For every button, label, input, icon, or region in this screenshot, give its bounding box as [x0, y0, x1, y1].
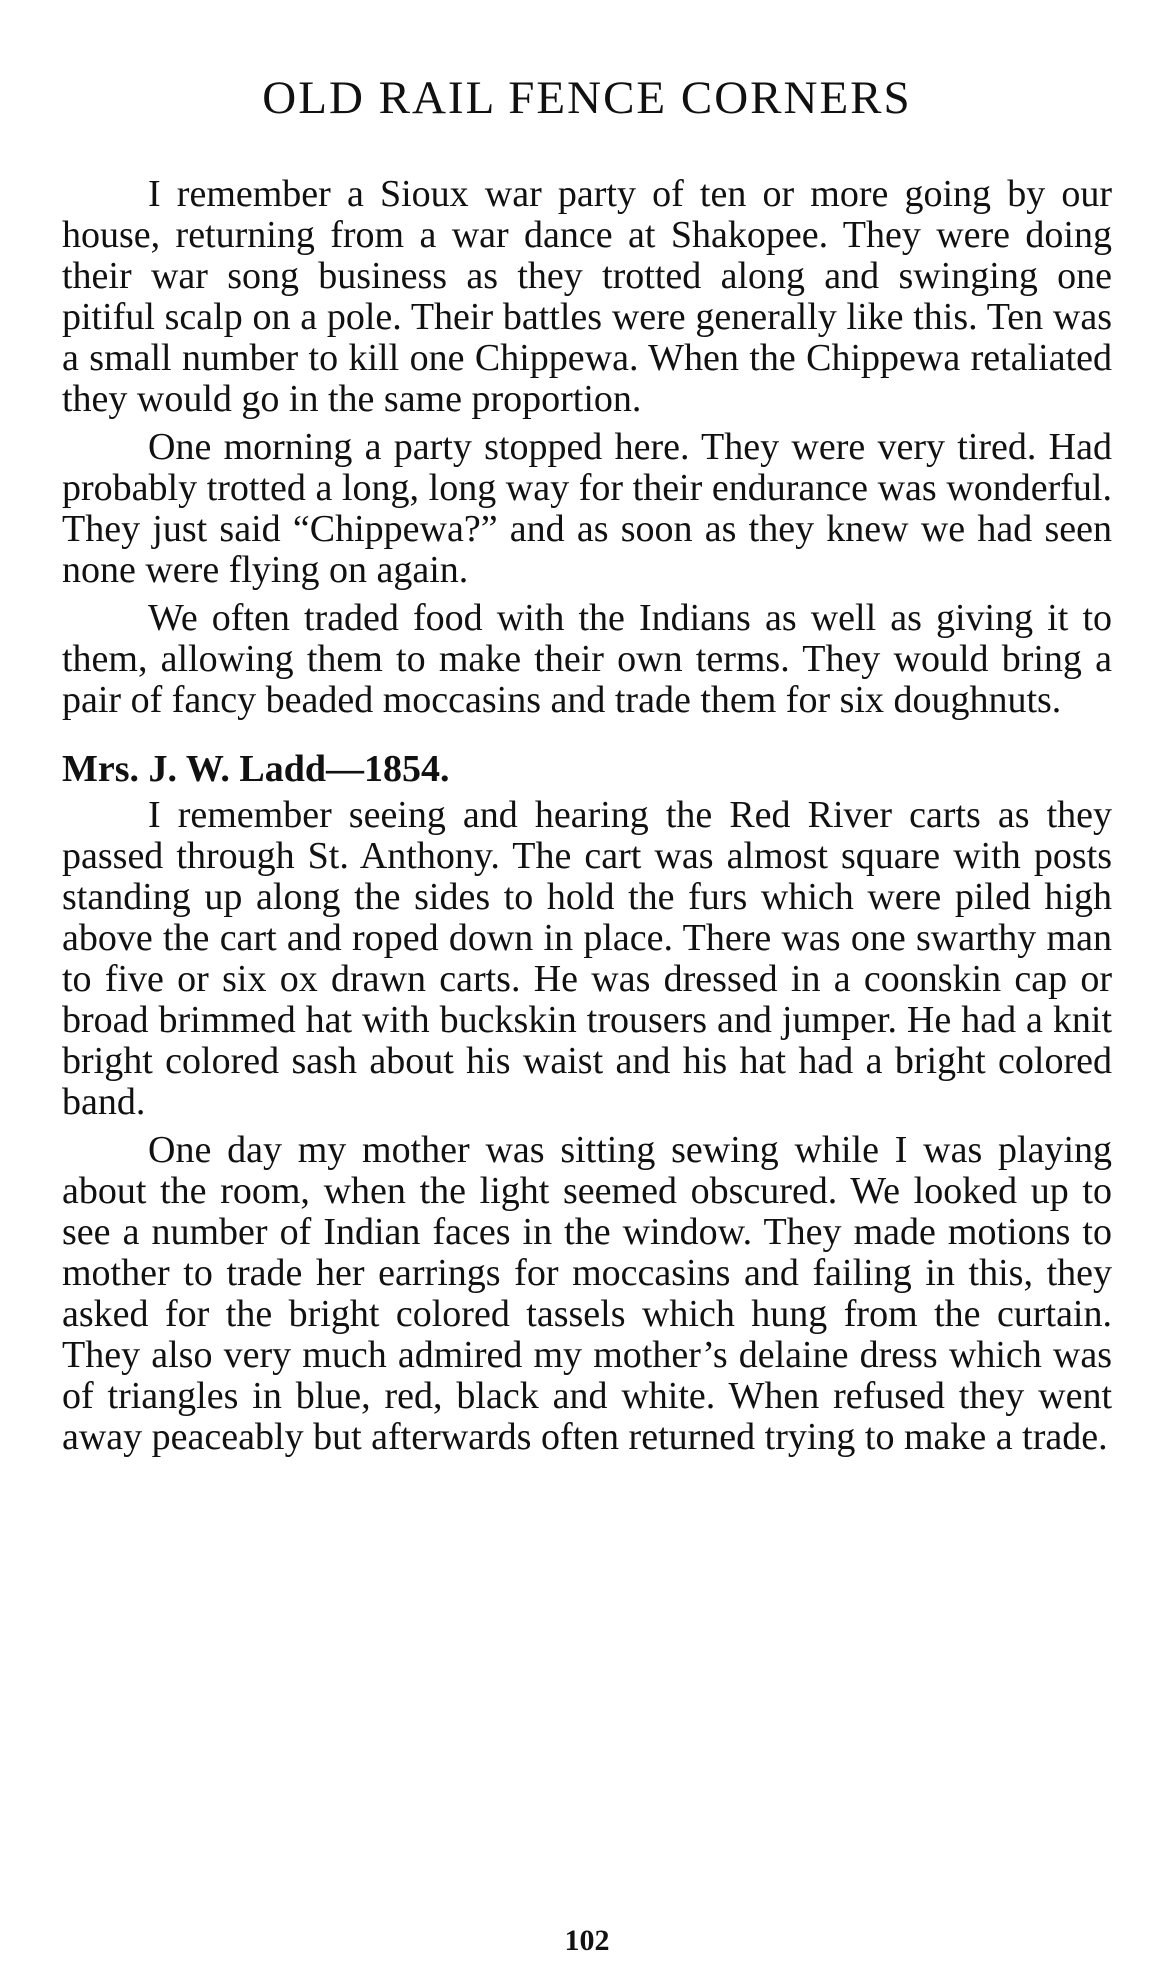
paragraph-sioux-war-party: I remember a Sioux war party of ten or more going by our house, returning from a war dance at Shakopee. They were doing their war song business as they trotted along and swinging one pitiful scalp on a pole. Their battles were generally like this. Ten was a small number to kill one Chippewa. When the Chippewa retaliated they would go in the same proportion.: [62, 173, 1112, 420]
page-number: 102: [564, 1924, 610, 1957]
paragraph-traded-food: We often traded food with the Indians as well as giving it to them, allowing them to make their own terms. They would bring a pair of fancy beaded moccasins and trade them for six doughnuts.: [62, 597, 1112, 721]
body-text: [62, 174, 1112, 1458]
paragraph-party-stopped: One morning a party stopped here. They were very tired. Had probably trotted a long, long way for their endurance was wonderful. They just said “Chippewa?” and as soon as they knew we had seen none were flying on again.: [62, 426, 1112, 591]
paragraph-red-river-carts: I remember seeing and hearing the Red River carts as they passed through St. Anthony. The cart was almost square with posts standing up along the sides to hold the furs which were piled high above the cart and roped down in place. There was one swarthy man to five or six ox drawn carts. He was dressed in a coonskin cap or broad brimmed hat with buckskin trousers and jumper. He had a knit bright colored sash about his waist and his hat had a bright colored band.: [62, 794, 1112, 1123]
paragraph-indian-faces-window: One day my mother was sitting sewing while I was playing about the room, when the light seemed obscured. We looked up to see a number of Indian faces in the window. They made motions to mother to trade her earrings for moccasins and failing in this, they asked for the bright colored tassels which hung from the curtain. They also very much admired my mother’s delaine dress which was of triangles in blue, red, black and white. When refused they went away peaceably but afterwards often returned trying to make a trade.: [62, 1129, 1112, 1458]
running-head: OLD RAIL FENCE CORNERS: [262, 72, 912, 124]
book-page: [62, 0, 1112, 1974]
section-heading: Mrs. J. W. Ladd—1854.: [62, 748, 450, 790]
